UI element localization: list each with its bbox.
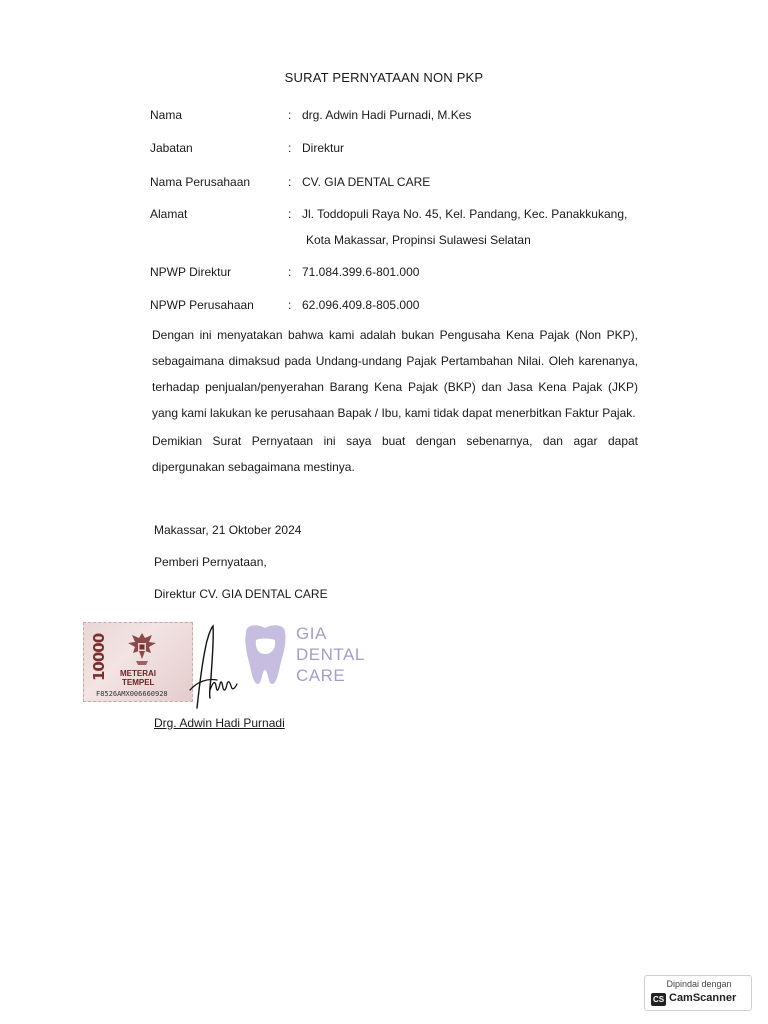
- giver-label: Pemberi Pernyataan,: [154, 555, 267, 569]
- signer-name: Drg. Adwin Hadi Purnadi: [154, 716, 285, 730]
- field-value: Direktur: [302, 141, 345, 155]
- field-value: 71.084.399.6-801.000: [302, 265, 420, 279]
- field-value: Kota Makassar, Propinsi Sulawesi Selatan: [306, 233, 531, 247]
- field-value: 62.096.409.8-805.000: [302, 298, 420, 312]
- signer-position: Direktur CV. GIA DENTAL CARE: [154, 587, 328, 601]
- field-label: Jabatan: [150, 141, 193, 155]
- field-colon: :: [288, 298, 292, 312]
- scanner-caption: Dipindai dengan: [666, 979, 732, 989]
- tooth-icon: [238, 622, 293, 688]
- tempel-label: TEMPEL: [122, 678, 155, 687]
- field-label: NPWP Perusahaan: [150, 298, 254, 312]
- document-title: SURAT PERNYATAAN NON PKP: [284, 70, 484, 85]
- field-colon: :: [288, 141, 292, 155]
- closing-paragraph: Demikian Surat Pernyataan ini saya buat dengan sebenarnya, dan agar dapat dipergunakan sebagaimana mestinya.: [152, 434, 638, 474]
- meterai-serial: F8526AMX006660928: [96, 690, 168, 698]
- field-value: Jl. Toddopuli Raya No. 45, Kel. Pandang, Kec. Panakkukang,: [302, 207, 628, 221]
- field-colon: :: [288, 265, 292, 279]
- field-value: CV. GIA DENTAL CARE: [302, 175, 431, 189]
- field-value: drg. Adwin Hadi Purnadi, M.Kes: [302, 108, 472, 122]
- field-label: NPWP Direktur: [150, 265, 232, 279]
- statement-paragraph: Dengan ini menyatakan bahwa kami adalah bukan Pengusaha Kena Pajak (Non PKP), sebagaimana dimaksud pada Undang-undang Pajak Pertambahan Nilai. Oleh karenanya, terhadap penjualan/penyerahan Barang Kena Pajak (BKP) dan Jasa Kena Pajak (JKP) yang kami lakukan ke perusahaan Bapak / Ibu, kami tidak dapat menerbitkan Faktur Pajak.: [152, 328, 638, 420]
- meterai-label: METERAI: [120, 669, 156, 678]
- meterai-stamp: [83, 622, 193, 702]
- place-date: Makassar, 21 Oktober 2024: [154, 523, 302, 537]
- field-colon: :: [288, 207, 292, 221]
- field-colon: :: [288, 175, 292, 189]
- logo-line-gia: GIA: [296, 624, 327, 643]
- field-label: Nama Perusahaan: [150, 175, 251, 189]
- camscanner-icon: CS: [652, 995, 665, 1004]
- field-label: Nama: [150, 108, 183, 122]
- logo-line-care: CARE: [296, 666, 346, 685]
- field-label: Alamat: [150, 207, 188, 221]
- scanner-brand: CamScanner: [669, 992, 737, 1004]
- camscanner-watermark: [644, 975, 752, 1011]
- meterai-value: 10000: [90, 633, 108, 681]
- logo-line-dental: DENTAL: [296, 645, 365, 664]
- field-colon: :: [288, 108, 292, 122]
- handwritten-signature: [185, 620, 245, 715]
- garuda-emblem-icon: [122, 629, 162, 669]
- company-logo: [238, 622, 378, 688]
